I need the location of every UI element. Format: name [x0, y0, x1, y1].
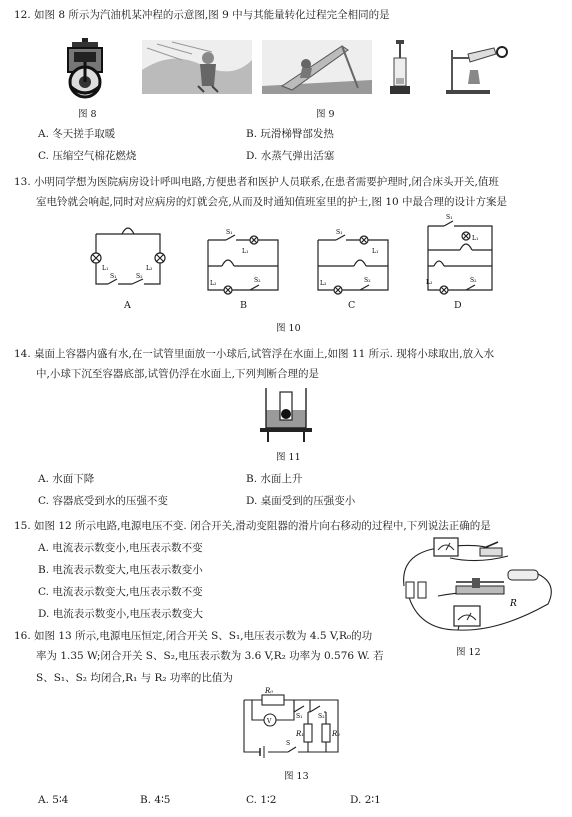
label-l2: L₂	[426, 279, 433, 286]
q15-option-c: C. 电流表示数变大,电压表示数不变	[38, 586, 203, 598]
fig11-caption: 图 11	[276, 452, 301, 463]
circuit-a-diagram	[88, 222, 168, 294]
q12-option-c: C. 压缩空气棉花燃烧	[38, 150, 137, 162]
fig10-caption: 图 10	[276, 323, 301, 334]
label-l1: L₁	[372, 248, 379, 255]
label-s2: S₂	[364, 277, 371, 284]
fig9-rubbing-hands-image	[142, 40, 252, 94]
label-r0: R₀	[265, 687, 274, 695]
q13-stem-line2: 室电铃就会响起,同时对应病房的灯就会亮,从而及时通知值班室里的护士,图 10 中最合理的设计方案是	[36, 196, 508, 208]
q16-option-c: C. 1∶2	[246, 794, 277, 806]
label-l1: L₁	[242, 248, 249, 255]
q15-stem: 15. 如图 12 所示电路,电源电压不变. 闭合开关,滑动变阻器的滑片向右移动的过程中,下列说法正确的是	[14, 520, 491, 532]
label-l2: L₂	[146, 265, 153, 272]
circuit-c-diagram	[314, 228, 396, 294]
fig12-circuit-image	[398, 534, 558, 638]
label-l2: L₂	[320, 280, 327, 287]
fig9-air-compression-image	[378, 40, 422, 96]
q12-stem: 12. 如图 8 所示为汽油机某冲程的示意图,图 9 中与其能量转化过程完全相同的是	[14, 9, 390, 21]
q12-option-a: A. 冬天搓手取暖	[38, 128, 116, 140]
label-voltmeter: V	[267, 718, 272, 725]
fig8-caption: 图 8	[78, 109, 97, 120]
label-l1: L₁	[472, 235, 479, 242]
label-s2: S₂	[318, 713, 325, 720]
q14-option-b: B. 水面上升	[246, 473, 303, 485]
label-s1: S₁	[110, 273, 117, 280]
q15-option-b: B. 电流表示数变大,电压表示数变小	[38, 564, 203, 576]
q12-option-b: B. 玩滑梯臀部发热	[246, 128, 334, 140]
q14-option-a: A. 水面下降	[38, 473, 95, 485]
label-s1: S₁	[446, 214, 453, 221]
q14-stem-line1: 14. 桌面上容器内盛有水,在一试管里面放一小球后,试管浮在水面上,如图 11 所示. 现将小球取出,放入水	[14, 348, 495, 360]
q16-stem-line1: 16. 如图 13 所示,电源电压恒定,闭合开关 S、S₁,电压表示数为 4.5 V,R₀的功	[14, 630, 373, 642]
label-r2: R₂	[332, 730, 341, 738]
label-rheostat-r: R	[510, 599, 517, 609]
q14-stem-line2: 中,小球下沉至容器底部,试管仍浮在水面上,下列判断合理的是	[36, 368, 320, 380]
q16-stem-line3: S、S₁、S₂ 均闭合,R₁ 与 R₂ 功率的比值为	[36, 672, 233, 684]
label-s1: S₁	[296, 713, 303, 720]
q14-option-c: C. 容器底受到水的压强不变	[38, 495, 168, 507]
circuit-b-label: B	[240, 300, 247, 311]
q14-option-d: D. 桌面受到的压强变小	[246, 495, 356, 507]
q13-stem-line1: 13. 小明同学想为医院病房设计呼叫电路,方便患者和医护人员联系,在患者需要护理时,闭合床头开关,值班	[14, 176, 499, 188]
label-s2: S₂	[254, 277, 261, 284]
label-s1: S₁	[226, 229, 233, 236]
fig13-caption: 图 13	[284, 771, 309, 782]
q16-stem-line2: 率为 1.35 W;闭合开关 S、S₂,电压表示数为 3.6 V,R₂ 功率为 0.576 W. 若	[36, 650, 384, 662]
circuit-d-diagram	[420, 214, 502, 294]
q16-option-d: D. 2∶1	[350, 794, 381, 806]
circuit-b-diagram	[204, 228, 286, 294]
circuit-c-label: C	[348, 300, 356, 311]
q15-option-d: D. 电流表示数变小,电压表示数变大	[38, 608, 204, 620]
label-s: S	[286, 740, 291, 747]
label-s2: S₂	[136, 273, 143, 280]
fig8-engine-image	[60, 38, 110, 100]
fig9-caption: 图 9	[316, 109, 335, 120]
circuit-a-label: A	[124, 300, 131, 311]
fig9-steam-cork-image	[446, 40, 510, 96]
label-s1: S₁	[336, 229, 343, 236]
fig11-container-image	[260, 388, 312, 442]
label-l1: L₁	[102, 265, 109, 272]
q15-option-a: A. 电流表示数变小,电压表示数不变	[38, 542, 203, 554]
q16-option-b: B. 4∶5	[140, 794, 171, 806]
fig12-caption: 图 12	[456, 647, 481, 658]
label-l2: L₂	[210, 280, 217, 287]
q16-option-a: A. 5∶4	[38, 794, 69, 806]
q12-option-d: D. 水蒸气弹出活塞	[246, 150, 335, 162]
fig9-slide-image	[262, 40, 372, 94]
circuit-d-label: D	[454, 300, 462, 311]
label-r1: R₁	[296, 730, 305, 738]
label-s2: S₂	[470, 277, 477, 284]
fig13-circuit-diagram	[238, 687, 348, 762]
